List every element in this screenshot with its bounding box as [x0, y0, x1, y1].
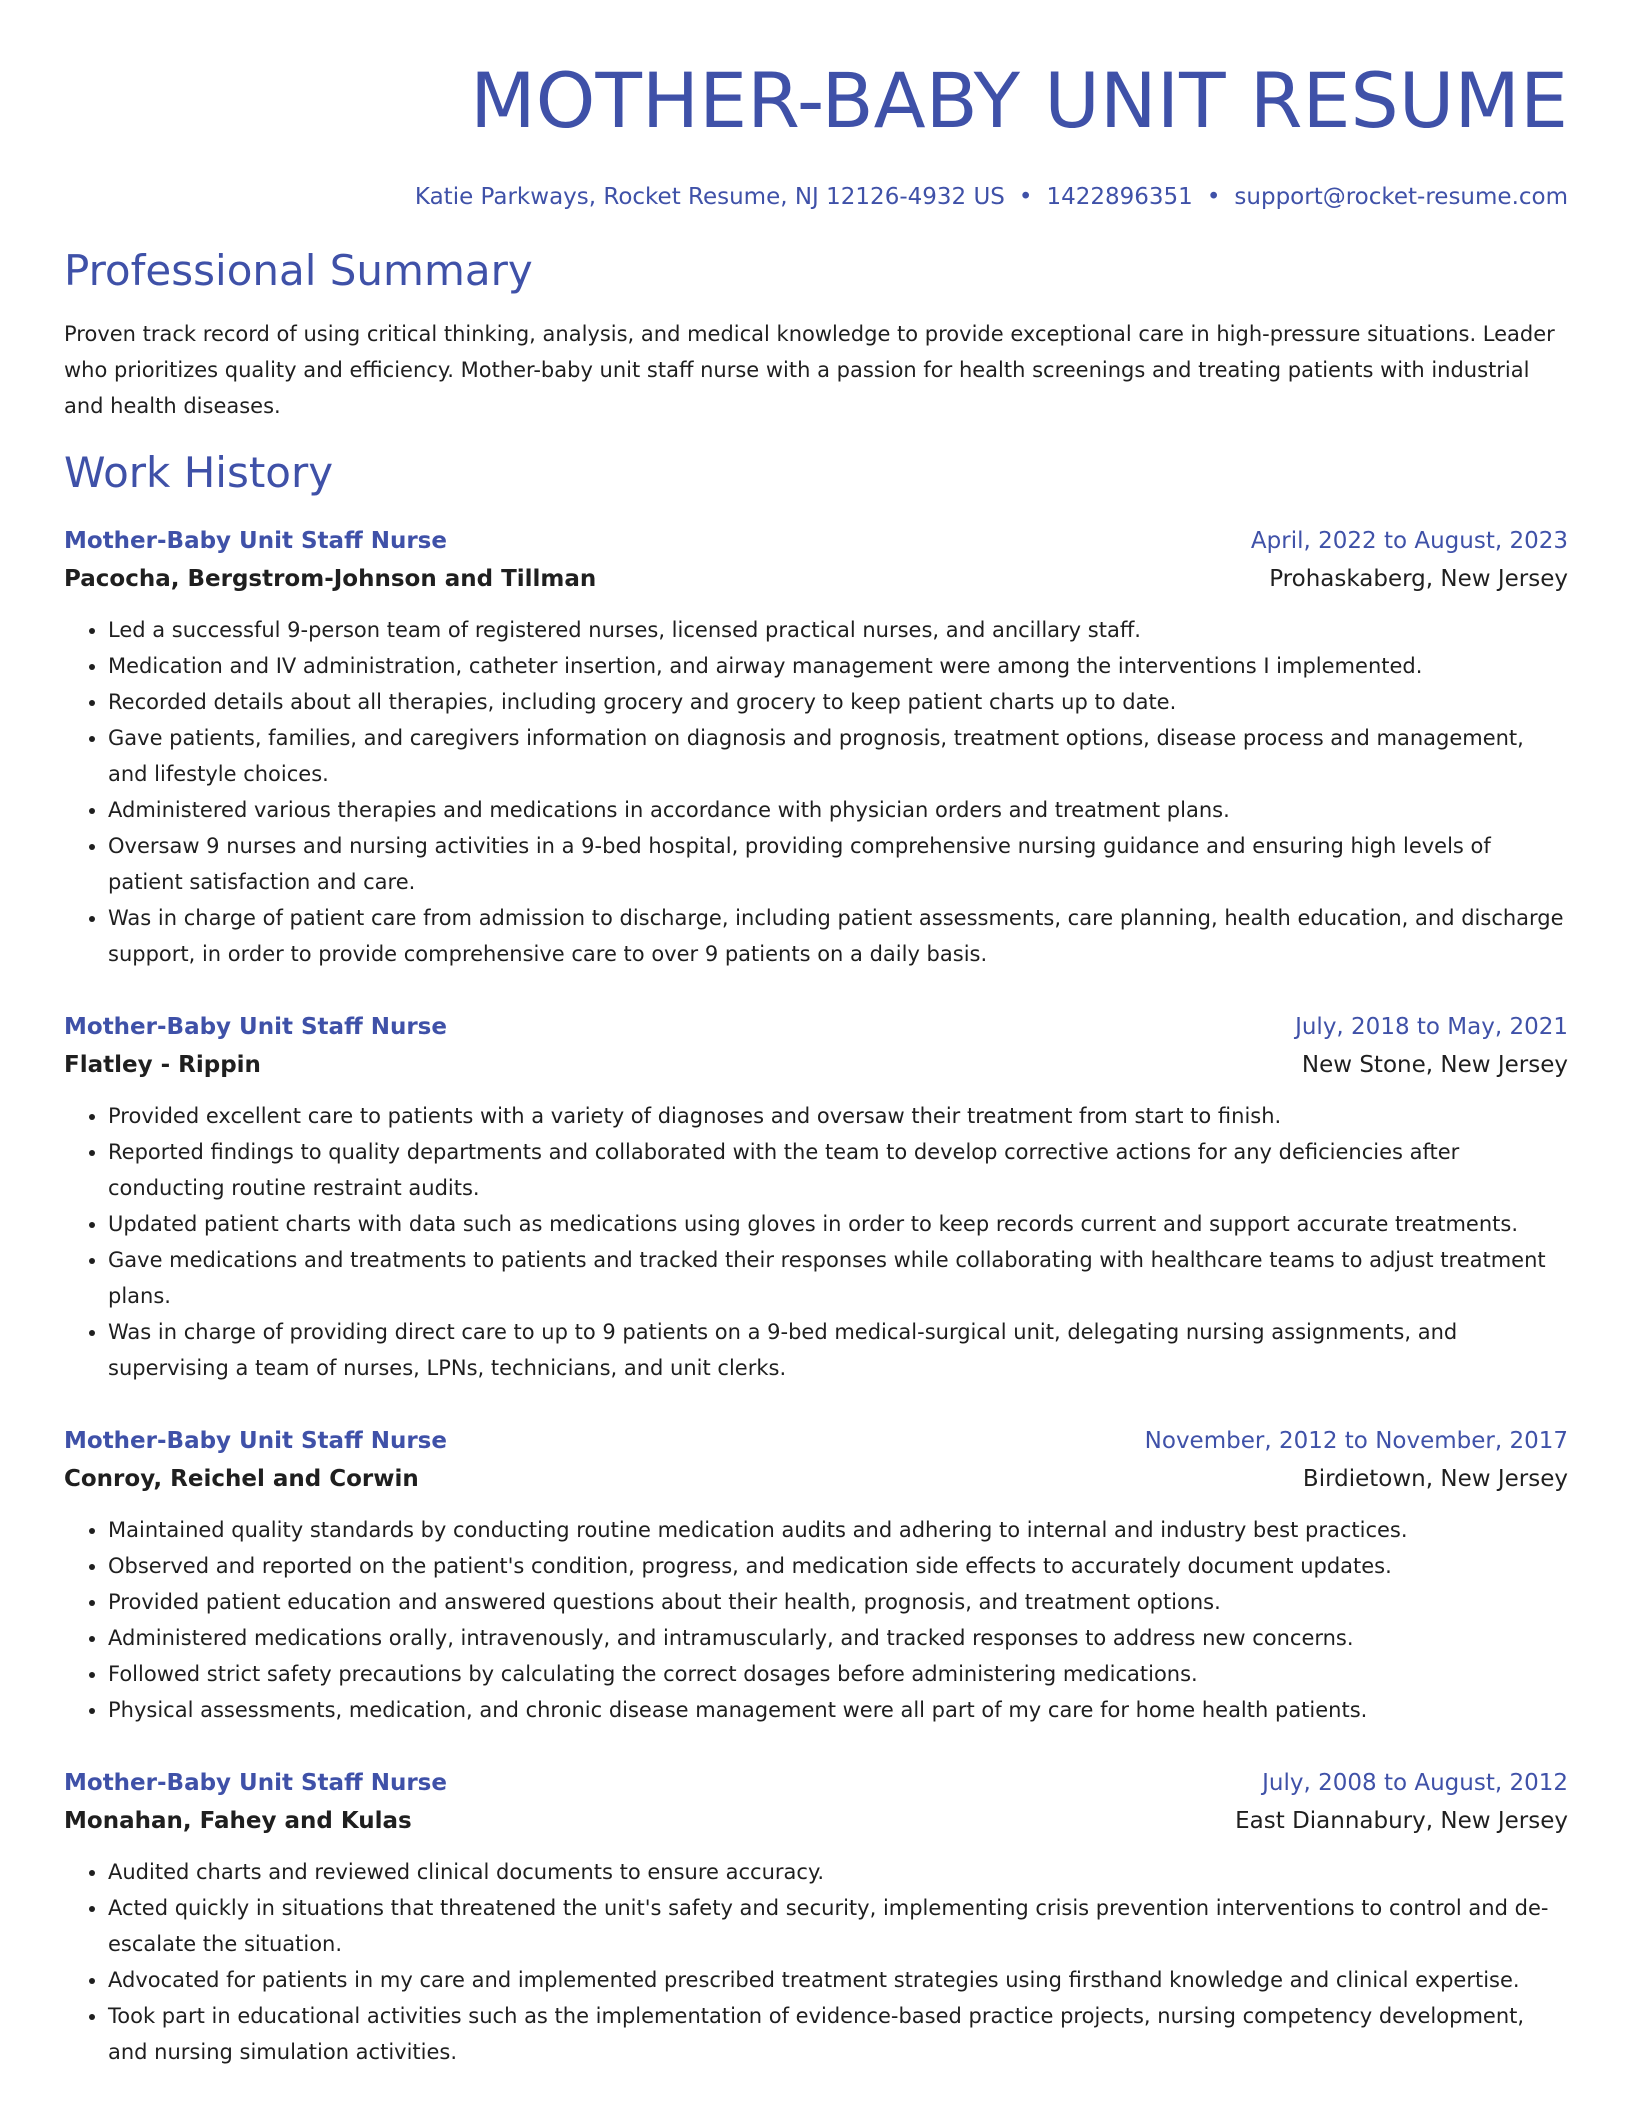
job-title: Mother-Baby Unit Staff Nurse	[64, 1014, 447, 1040]
job-bullet: • Followed strict safety precautions by calculating the correct dosages before administering medications.	[108, 1656, 1568, 1692]
job-bullet: • Recorded details about all therapies, including grocery and grocery to keep patient charts up to date.	[108, 684, 1568, 720]
job-location: New Stone, New Jersey	[1301, 1052, 1568, 1078]
job-bullet: • Gave patients, families, and caregivers information on diagnosis and prognosis, treatment options, disease process and management, and lifestyle choices.	[108, 720, 1568, 792]
job-bullet: • Reported findings to quality departments and collaborated with the team to develop corrective actions for any deficiencies after conducting routine restraint audits.	[108, 1134, 1568, 1206]
job-bullet: • Was in charge of patient care from admission to discharge, including patient assessments, care planning, health education, and discharge support, in order to provide comprehensive care to over 9 patients on a daily basis.	[108, 900, 1568, 972]
job-bullet: • Oversaw 9 nurses and nursing activities in a 9-bed hospital, providing comprehensive nursing guidance and ensuring high levels of patient satisfaction and care.	[108, 828, 1568, 900]
job-bullet: • Led a successful 9-person team of registered nurses, licensed practical nurses, and ancillary staff.	[108, 612, 1568, 648]
contact-phone: 1422896351	[1046, 184, 1193, 210]
job-company: Monahan, Fahey and Kulas	[64, 1808, 412, 1834]
job-bullet: • Provided excellent care to patients with a variety of diagnoses and oversaw their treatment from start to finish.	[108, 1098, 1568, 1134]
job-bullet: • Provided patient education and answered questions about their health, prognosis, and treatment options.	[108, 1584, 1568, 1620]
contact-separator: •	[1206, 184, 1221, 210]
job-company: Pacocha, Bergstrom-Johnson and Tillman	[64, 566, 597, 592]
job-bullets	[64, 1512, 1568, 1728]
job-bullet: • Maintained quality standards by conducting routine medication audits and adhering to internal and industry best practices.	[108, 1512, 1568, 1548]
job-entry	[64, 1422, 1568, 1728]
job-dates: April, 2022 to August, 2023	[1250, 528, 1568, 554]
job-bullet: • Administered medications orally, intravenously, and intramuscularly, and tracked responses to address new concerns.	[108, 1620, 1568, 1656]
job-bullets	[64, 612, 1568, 972]
job-dates: July, 2008 to August, 2012	[1262, 1770, 1568, 1796]
contact-separator: •	[1018, 184, 1033, 210]
contact-address: Katie Parkways, Rocket Resume, NJ 12126-4932 US	[414, 184, 1005, 210]
job-bullets	[64, 1098, 1568, 1386]
job-bullet: • Was in charge of providing direct care to up to 9 patients on a 9-bed medical-surgical unit, delegating nursing assignments, and supervising a team of nurses, LPNs, technicians, and unit clerks.	[108, 1314, 1568, 1386]
job-bullet: • Advocated for patients in my care and implemented prescribed treatment strategies using firsthand knowledge and clinical expertise.	[108, 1962, 1568, 1998]
job-company: Flatley - Rippin	[64, 1052, 261, 1078]
job-title: Mother-Baby Unit Staff Nurse	[64, 528, 447, 554]
job-bullet: • Updated patient charts with data such as medications using gloves in order to keep records current and support accurate treatments.	[108, 1206, 1568, 1242]
job-bullet: • Acted quickly in situations that threatened the unit's safety and security, implementing crisis prevention interventions to control and de-escalate the situation.	[108, 1890, 1568, 1962]
job-entry	[64, 522, 1568, 972]
job-bullet: • Gave medications and treatments to patients and tracked their responses while collaborating with healthcare teams to adjust treatment plans.	[108, 1242, 1568, 1314]
job-bullet: • Audited charts and reviewed clinical documents to ensure accuracy.	[108, 1854, 1568, 1890]
job-bullet: • Administered various therapies and medications in accordance with physician orders and treatment plans.	[108, 792, 1568, 828]
job-bullet: • Physical assessments, medication, and chronic disease management were all part of my care for home health patients.	[108, 1692, 1568, 1728]
job-bullets	[64, 1854, 1568, 2070]
job-title: Mother-Baby Unit Staff Nurse	[64, 1770, 447, 1796]
job-location: Birdietown, New Jersey	[1302, 1466, 1568, 1492]
summary-text: Proven track record of using critical thinking, analysis, and medical knowledge to provide exceptional care in high-pressure situations. Leader who prioritizes quality and efficiency. Mother-baby unit staff nurse with a passion for health screenings and treating patients with industrial and health diseases.	[64, 322, 1555, 418]
job-dates: July, 2018 to May, 2021	[1295, 1014, 1568, 1040]
work-history-heading: Work History	[64, 448, 334, 497]
job-company: Conroy, Reichel and Corwin	[64, 1466, 419, 1492]
job-entry	[64, 1008, 1568, 1386]
job-entry	[64, 1764, 1568, 2070]
resume-title: MOTHER-BABY UNIT RESUME	[470, 56, 1568, 145]
contact-email: support@rocket-resume.com	[1234, 184, 1568, 210]
job-location: Prohaskaberg, New Jersey	[1269, 566, 1568, 592]
job-bullet: • Observed and reported on the patient's condition, progress, and medication side effects to accurately document updates.	[108, 1548, 1568, 1584]
job-bullet: • Took part in educational activities such as the implementation of evidence-based practice projects, nursing competency development, and nursing simulation activities.	[108, 1998, 1568, 2070]
job-dates: November, 2012 to November, 2017	[1144, 1428, 1568, 1454]
job-title: Mother-Baby Unit Staff Nurse	[64, 1428, 447, 1454]
summary-heading: Professional Summary	[64, 246, 533, 295]
contact-line	[64, 182, 1568, 212]
job-location: East Diannabury, New Jersey	[1235, 1808, 1568, 1834]
job-bullet: • Medication and IV administration, catheter insertion, and airway management were among the interventions I implemented.	[108, 648, 1568, 684]
work-history-list	[64, 522, 1568, 2070]
